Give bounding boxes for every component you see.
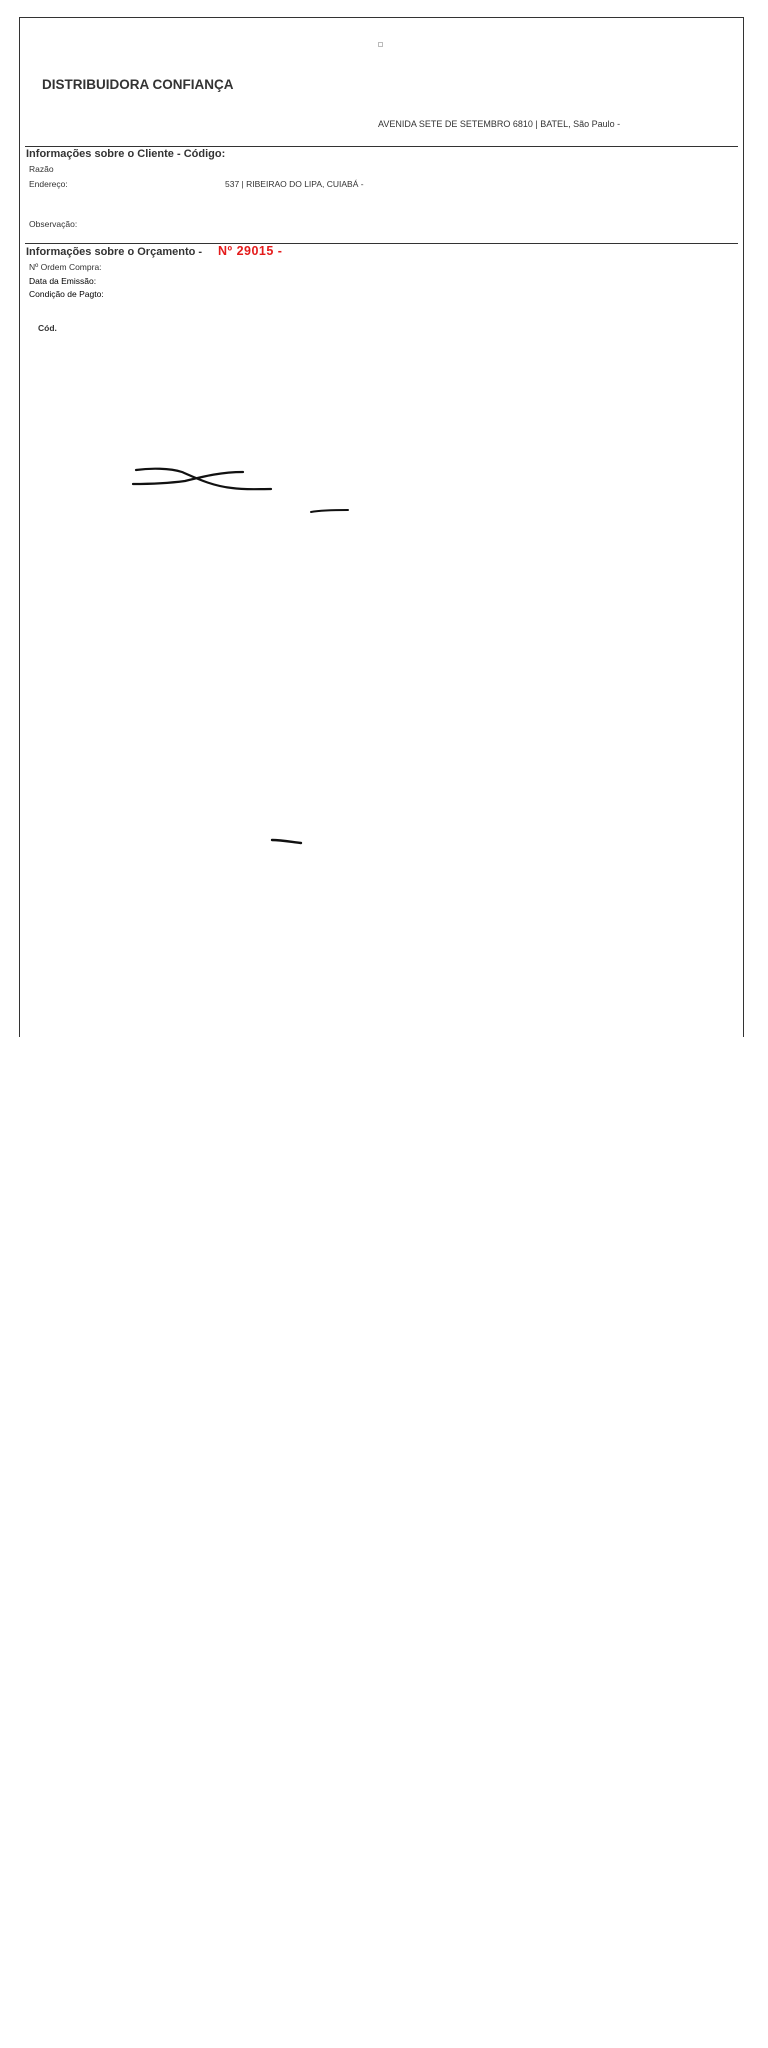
company-address: AVENIDA SETE DE SETEMBRO 6810 | BATEL, São Paulo - xyxy=(378,119,621,129)
endereco-value: 537 | RIBEIRAO DO LIPA, CUIABÁ - xyxy=(225,179,364,189)
company-name: DISTRIBUIDORA CONFIANÇA xyxy=(42,77,234,92)
observacao-label: Observação: xyxy=(29,219,78,229)
header-cod: Cód. xyxy=(38,323,57,333)
orcamento-section-title: Informações sobre o Orçamento - xyxy=(26,246,203,258)
cliente-section-title: Informações sobre o Cliente - Código: xyxy=(26,148,226,160)
condicao-pagto-label: Condição de Pagto: xyxy=(29,289,104,299)
table-column-line xyxy=(6,1738,719,2048)
endereco-label: Endereço: xyxy=(29,179,68,189)
orcamento-number: Nº 29015 - xyxy=(218,244,283,258)
data-emissao-label: Data da Emissão: xyxy=(29,276,97,286)
ordem-compra-label: Nº Ordem Compra: xyxy=(29,262,102,272)
table-column-line xyxy=(6,1028,719,1738)
ink-dash-2 xyxy=(272,840,301,843)
ink-dash-1 xyxy=(311,510,348,512)
razao-label: Razão xyxy=(29,164,54,174)
ink-scribble-1 xyxy=(136,469,271,490)
